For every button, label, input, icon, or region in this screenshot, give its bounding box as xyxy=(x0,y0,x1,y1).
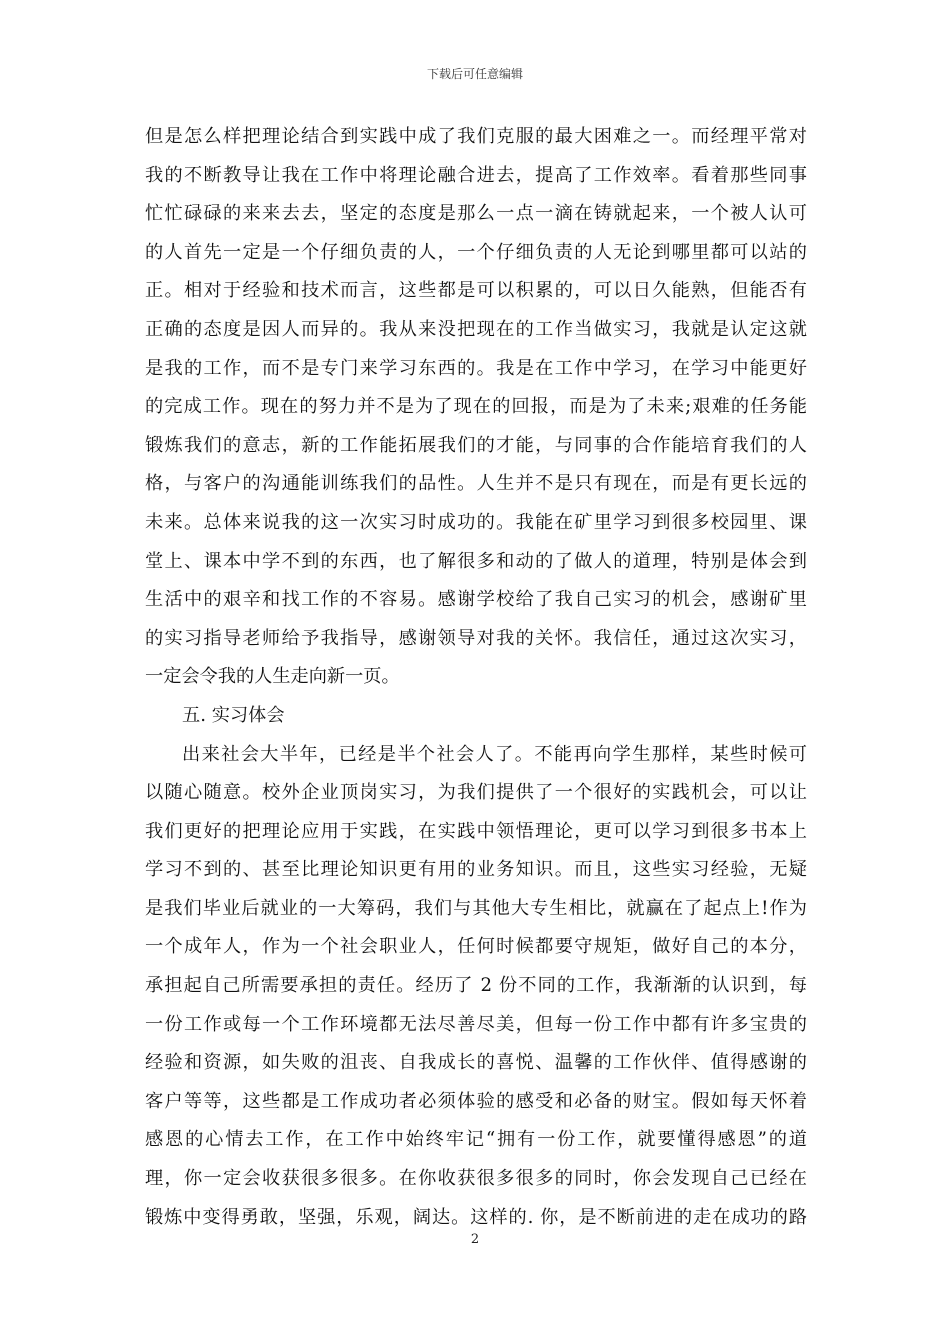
text-line: 我的不断教导让我在工作中将理论融合进去，提高了工作效率。看着那些同事 xyxy=(145,164,807,186)
text-line: 的人首先一定是一个仔细负责的人，一个仔细负责的人无论到哪里都可以站的 xyxy=(145,241,807,263)
paragraph-1 xyxy=(145,125,807,704)
text-line: 锻炼我们的意志，新的工作能拓展我们的才能，与同事的合作能培育我们的人 xyxy=(145,434,807,456)
text-line: 承担起自己所需要承担的责任。经历了 2 份不同的工作，我渐渐的认识到，每 xyxy=(145,975,807,997)
text-line: 理，你一定会收获很多很多。在你收获很多很多的同时，你会发现自己已经在 xyxy=(145,1168,807,1190)
text-line: 学习不到的、甚至比理论知识更有用的业务知识。而且，这些实习经验，无疑 xyxy=(145,859,807,881)
text-line: 一个成年人，作为一个社会职业人，任何时候都要守规矩，做好自己的本分， xyxy=(145,936,807,958)
text-line: 一定会令我的人生走向新一页。 xyxy=(145,666,400,688)
text-line: 的完成工作。现在的努力并不是为了现在的回报，而是为了未来;艰难的任务能 xyxy=(145,396,807,418)
page-number: 2 xyxy=(470,1232,480,1247)
document-body xyxy=(145,125,807,1244)
text-line: 堂上、课本中学不到的东西，也了解很多和动的了做人的道理，特别是体会到 xyxy=(145,550,807,572)
paragraph-2 xyxy=(145,743,807,1245)
text-line: 是我的工作，而不是专门来学习东西的。我是在工作中学习，在学习中能更好 xyxy=(145,357,807,379)
text-line: 正。相对于经验和技术而言，这些都是可以积累的，可以日久能熟，但能否有 xyxy=(145,280,807,302)
text-line: 客户等等，这些都是工作成功者必须体验的感受和必备的财宝。假如每天怀着 xyxy=(145,1090,807,1112)
text-line: 生活中的艰辛和找工作的不容易。感谢学校给了我自己实习的机会，感谢矿里 xyxy=(145,589,807,611)
text-line: 经验和资源，如失败的沮丧、自我成长的喜悦、温馨的工作伙伴、值得感谢的 xyxy=(145,1052,807,1074)
text-line: 感恩的心情去工作，在工作中始终牢记“拥有一份工作，就要懂得感恩”的道 xyxy=(145,1129,807,1151)
page-header: 下载后可任意编辑 xyxy=(426,67,523,81)
section-heading: 五. 实习体会 xyxy=(182,704,285,726)
text-line: 我们更好的把理论应用于实践，在实践中领悟理论，更可以学习到很多书本上 xyxy=(145,820,807,842)
text-line: 未来。总体来说我的这一次实习时成功的。我能在矿里学习到很多校园里、课 xyxy=(145,511,807,533)
text-line: 正确的态度是因人而异的。我从来没把现在的工作当做实习，我就是认定这就 xyxy=(145,318,807,340)
text-line: 锻炼中变得勇敢，坚强，乐观，阔达。这样的. 你，是不断前进的走在成功的路 xyxy=(145,1206,807,1228)
text-line: 以随心随意。校外企业顶岗实习，为我们提供了一个很好的实践机会，可以让 xyxy=(145,782,807,804)
text-line: 一份工作或每一个工作环境都无法尽善尽美，但每一份工作中都有许多宝贵的 xyxy=(145,1013,807,1035)
text-line: 出来社会大半年，已经是半个社会人了。不能再向学生那样，某些时候可 xyxy=(182,743,807,765)
text-line: 忙忙碌碌的来来去去，坚定的态度是那么一点一滴在铸就起来，一个被人认可 xyxy=(145,203,807,225)
text-line: 的实习指导老师给予我指导，感谢领导对我的关怀。我信任，通过这次实习， xyxy=(145,627,807,649)
text-line: 是我们毕业后就业的一大筹码，我们与其他大专生相比，就赢在了起点上!作为 xyxy=(145,897,807,919)
text-line: 但是怎么样把理论结合到实践中成了我们克服的最大困难之一。而经理平常对 xyxy=(145,126,807,147)
text-line: 格，与客户的沟通能训练我们的品性。人生并不是只有现在，而是有更长远的 xyxy=(145,473,807,495)
